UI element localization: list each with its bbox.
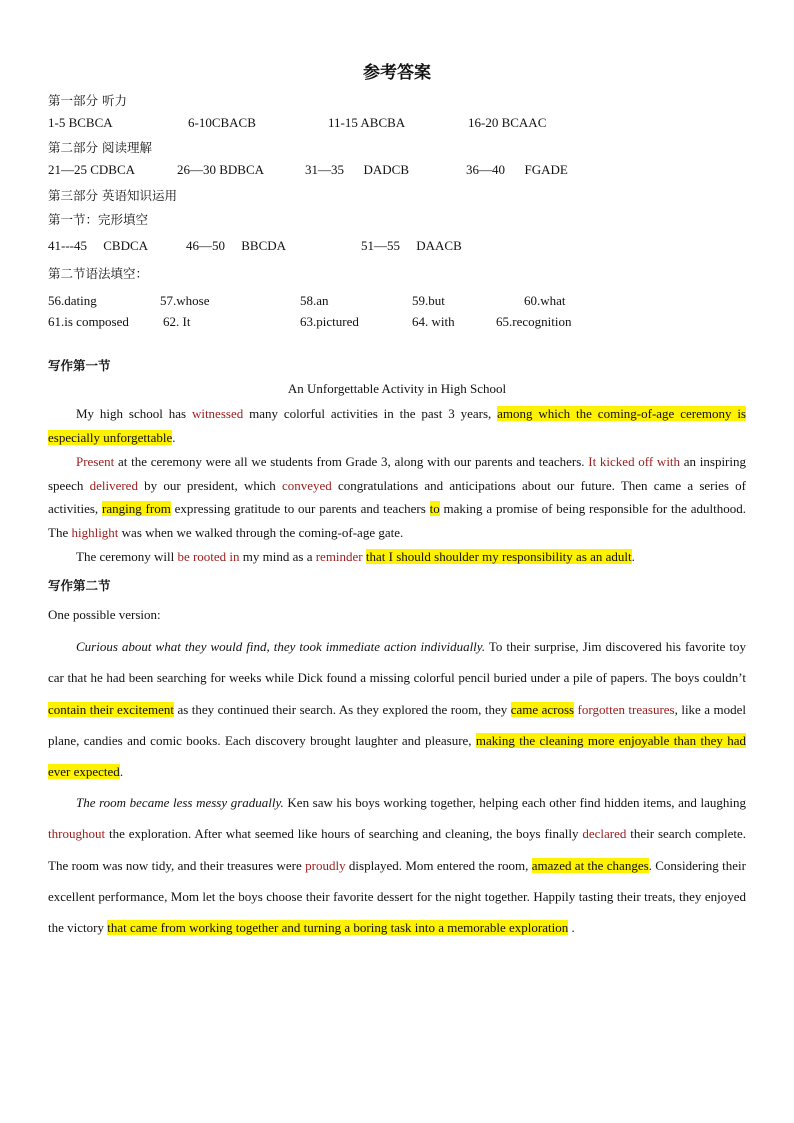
essay1-paragraph-2: Present at the ceremony were all we students from Grade 3, along with our parents and teachers. It kicked off with an inspiring speech delivered by our president, which conveyed congratulations and anticipations about our future. Then came a series of activities, ranging from expressing gratitude to our parents and teachers to making a promise of being responsible for the adulthood. The highlight was when we walked through the coming-of-age gate. [48,454,746,540]
essay2-paragraph-2: The room became less messy gradually. Ken saw his boys working together, helping each other find hidden items, and laughing throughout the exploration. After what seemed like hours of searching and cleaning, the boys finally declared their search complete. The room was now tidy, and their treasures were proudly displayed. Mom entered the room, amazed at the changes. Considering their excellent performance, Mom let the boys choose their favorite dessert for the night together. Happily tasting their treats, they enjoyed the victory that came from working together and turning a boring task into a memorable exploration . [48,795,747,936]
essay1-paragraph-3: The ceremony will be rooted in my mind as a reminder that I should shoulder my responsibility as an adult. [76,549,635,564]
grammar-answer: 61.is composed [48,314,129,329]
part2-answer: 31—35 DADCB [305,162,410,177]
part1-answer: 6-10CBACB [188,115,256,130]
grammar-answer: 57.whose [160,293,210,308]
grammar-answer: 60.what [524,293,566,308]
grammar-answer: 63.pictured [300,314,359,329]
grammar-answer: 65.recognition [496,314,572,329]
part2-answer: 36—40 FGADE [466,162,568,177]
grammar-answer: 58.an [300,293,329,308]
grammar-answer: 64. with [412,314,455,329]
grammar-answer: 62. It [163,314,191,329]
cloze-answer: 51—55 DAACB [361,238,462,253]
writing2-heading: 写作第二节 [48,578,111,593]
part2-answer: 26—30 BDBCA [177,162,265,177]
part2-answer: 21—25 CDBCA [48,162,136,177]
part3-section1-heading: 第一节：完形填空 [48,212,149,227]
part1-answer: 11-15 ABCBA [328,115,406,130]
part1-answer: 16-20 BCAAC [468,115,547,130]
part1-answer: 1-5 BCBCA [48,115,113,130]
essay2-intro: One possible version: [48,607,161,622]
grammar-answer: 59.but [412,293,445,308]
writing1-heading: 写作第一节 [48,358,111,373]
grammar-answer: 56.dating [48,293,97,308]
part3-heading: 第三部分 英语知识运用 [48,188,177,203]
essay-title: An Unforgettable Activity in High School [287,381,507,396]
cloze-answer: 46—50 BBCDA [186,238,287,253]
essay2-paragraph-1: Curious about what they would find, they took immediate action individually. To their surprise, Jim discovered his favorite toy car that he had been searching for weeks while Dick found a missing colorful pencil buried under a pile of papers. The boys couldn’t contain their excitement as they continued their search. As they explored the room, they came across forgotten treasures, like a model plane, candies and comic books. Each discovery brought laughter and pleasure, making the cleaning more enjoyable than they had ever expected. [48,639,747,780]
part2-heading: 第二部分 阅读理解 [48,140,152,155]
essay1-paragraph-1: My high school has witnessed many colorful activities in the past 3 years, among which the coming-of-age ceremony is especially unforgettable. [48,406,746,445]
page-title: 参考答案 [363,63,431,83]
cloze-answer: 41---45 CBDCA [48,238,149,253]
part3-section2-heading: 第二节语法填空： [48,266,149,281]
part1-heading: 第一部分 听力 [48,93,127,108]
